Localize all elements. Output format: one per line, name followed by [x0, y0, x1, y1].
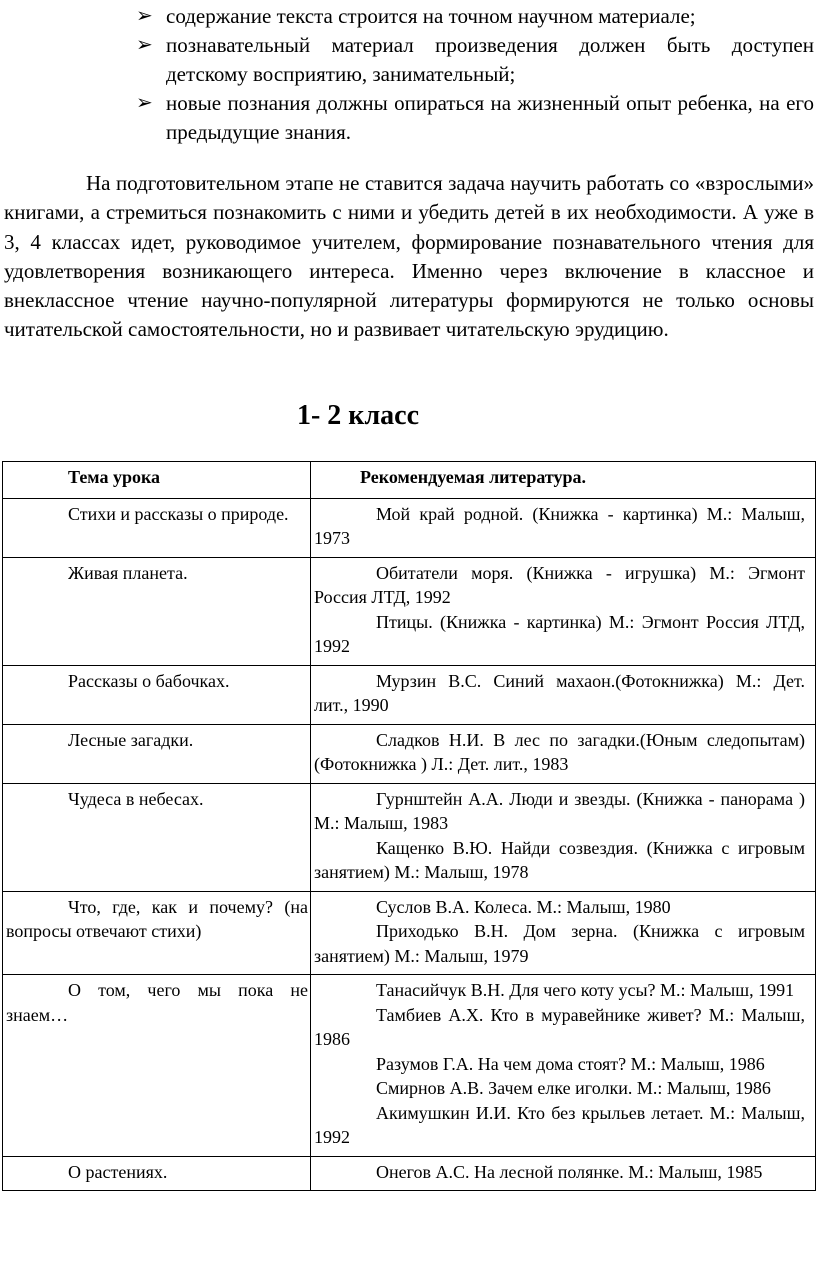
topic-cell [3, 891, 311, 975]
literature-cell [311, 665, 816, 724]
book-entry: Мурзин В.С. Синий махаон.(Фотокнижка) М.: Дет. лит., 1990 [314, 670, 805, 715]
book-entry: Суслов В.А. Колеса. М.: Малыш, 1980 [376, 896, 671, 917]
table-row [3, 783, 816, 891]
topic-text: О растениях. [68, 1161, 168, 1182]
book-entry: Приходько В.Н. Дом зерна. (Книжка с игровым занятием) М.: Малыш, 1979 [314, 921, 805, 966]
table-row [3, 498, 816, 557]
book-entry: Птицы. (Книжка - картинка) М.: Эгмонт Россия ЛТД, 1992 [314, 611, 805, 656]
topic-cell [3, 665, 311, 724]
table-body [3, 498, 816, 1191]
section-heading: 1- 2 класс [296, 400, 420, 431]
book-entry: Танасийчук В.Н. Для чего коту усы? М.: Малыш, 1991 [376, 980, 795, 1000]
book-entry: Мой край родной. (Книжка - картинка) М.: Малыш, 1973 [314, 503, 805, 548]
topic-cell [3, 498, 311, 557]
literature-cell [311, 557, 816, 665]
topic-cell [3, 1156, 311, 1191]
body-paragraph: На подготовительном этапе не ставится задача научить работать со «взрослыми» книгами, а стремиться познакомить с ними и убедить детей в их необходимости. А уже в 3, 4 классах идет, руководимое учителем, формирование познавательного чтения для удовлетворения возникающего интереса. Именно через включение в классное и внеклассное чтение научно-популярной литературы формируются не только основы читательской самостоятельности, но и развивает читательскую эрудицию. [4, 171, 814, 342]
book-entry: Кащенко В.Ю. Найди созвездия. (Книжка с игровым занятием) М.: Малыш, 1978 [314, 837, 805, 882]
literature-cell [311, 1156, 816, 1191]
table-header-row [3, 462, 816, 499]
topic-cell [3, 975, 311, 1157]
bullet-item: ➢ содержание текста строится на точном научном материале; [134, 2, 814, 31]
topic-cell [3, 783, 311, 891]
bullet-item: ➢ новые познания должны опираться на жизненный опыт ребенка, на его предыдущие знания. [136, 91, 814, 144]
book-entry: Тамбиев А.Х. Кто в муравейнике живет? М.: Малыш, 1986 [314, 1004, 805, 1049]
table-row [3, 557, 816, 665]
table-row [3, 891, 816, 975]
book-entry: Акимушкин И.И. Кто без крыльев летает. М.: Малыш, 1992 [314, 1102, 805, 1147]
table-row [3, 975, 816, 1157]
literature-cell [311, 724, 816, 783]
book-entry: Гурнштейн А.А. Люди и звезды. (Книжка - панорама ) М.: Малыш, 1983 [314, 788, 805, 833]
topic-text: Стихи и рассказы о природе. [68, 503, 289, 524]
topic-text: Лесные загадки. [68, 729, 194, 750]
topic-cell [3, 724, 311, 783]
arrow-bullet-icon: ➢ [136, 92, 153, 114]
topic-text: Чудеса в небесах. [68, 788, 204, 809]
table-row [3, 665, 816, 724]
topic-text: О том, чего мы пока не знаем… [6, 980, 308, 1025]
topic-cell [3, 557, 311, 665]
arrow-bullet-icon: ➢ [136, 5, 153, 27]
topic-text: Живая планета. [68, 562, 188, 583]
table-row [3, 1156, 816, 1191]
table-row [3, 724, 816, 783]
bullet-list [134, 2, 814, 147]
arrow-bullet-icon: ➢ [136, 34, 153, 56]
literature-cell [311, 975, 816, 1157]
book-entry: Смирнов А.В. Зачем елке иголки. М.: Малыш, 1986 [376, 1078, 771, 1098]
literature-table [2, 461, 816, 1191]
book-entry: Разумов Г.А. На чем дома стоят? М.: Малыш, 1986 [376, 1053, 765, 1074]
header-literature: Рекомендуемая литература. [311, 462, 816, 499]
header-topic: Тема урока [3, 462, 311, 499]
book-entry: Сладков Н.И. В лес по загадки.(Юным следопытам) (Фотокнижка ) Л.: Дет. лит., 1983 [314, 729, 805, 774]
bullet-item: ➢ познавательный материал произведения должен быть доступен детскому восприятию, занимательный; [136, 33, 814, 86]
literature-cell [311, 891, 816, 975]
literature-cell [311, 783, 816, 891]
book-entry: Онегов А.С. На лесной полянке. М.: Малыш, 1985 [376, 1161, 763, 1182]
literature-cell [311, 498, 816, 557]
topic-text: Рассказы о бабочках. [68, 670, 230, 691]
book-entry: Обитатели моря. (Книжка - игрушка) М.: Эгмонт Россия ЛТД, 1992 [314, 562, 805, 607]
topic-text: Что, где, как и почему? (на вопросы отвечают стихи) [6, 896, 308, 941]
